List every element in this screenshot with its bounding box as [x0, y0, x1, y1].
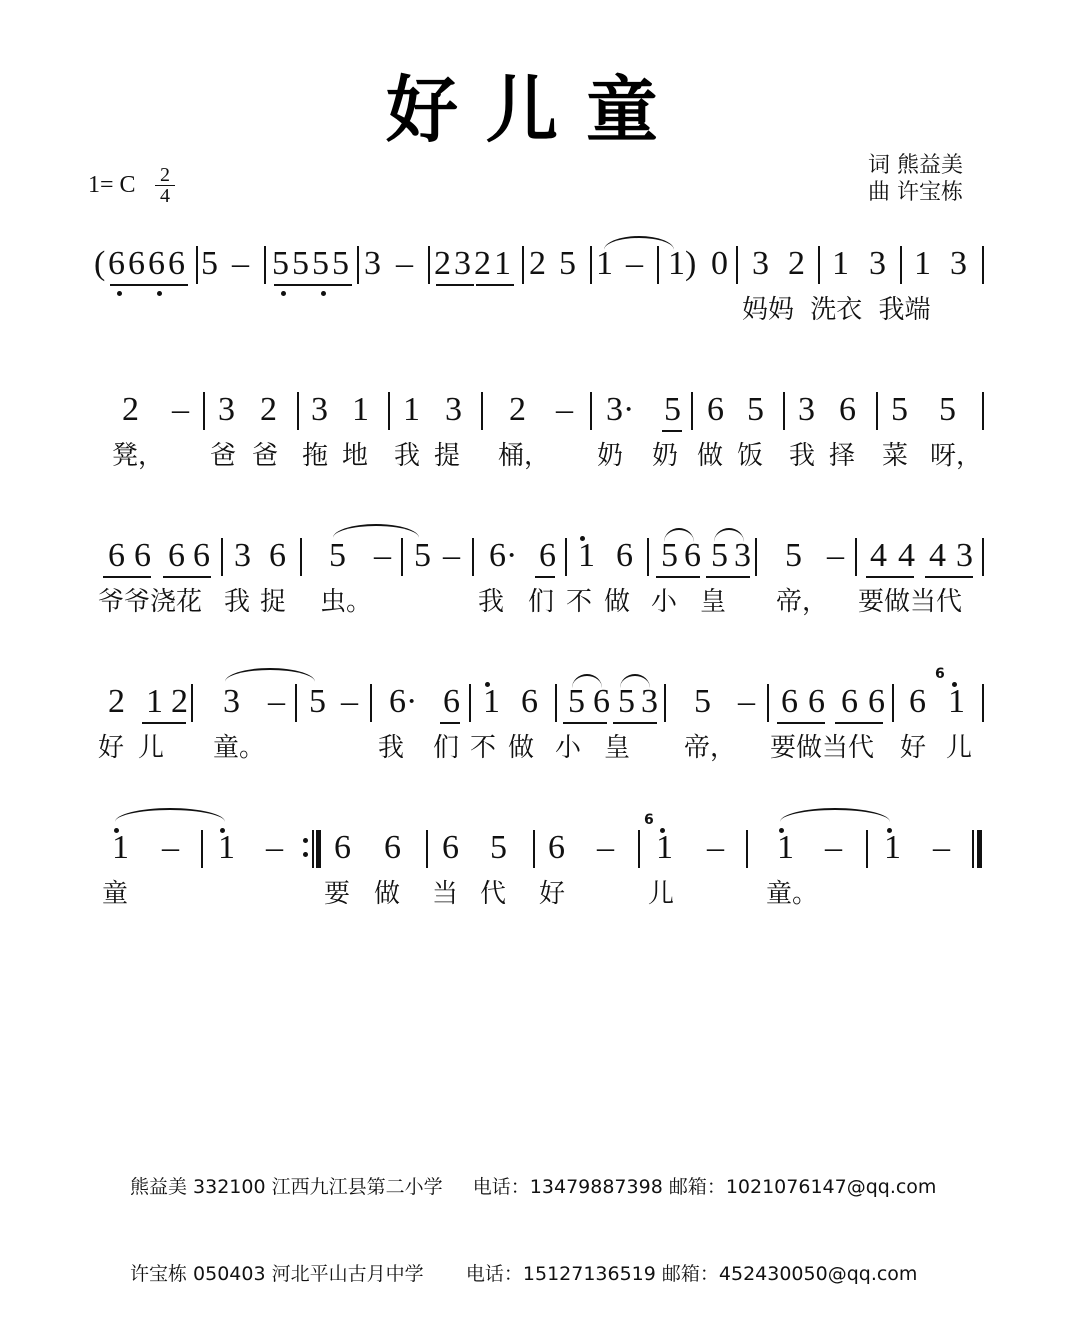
underline [103, 576, 151, 578]
barline [522, 246, 524, 284]
barline [264, 246, 266, 284]
song-title: 好儿童 [385, 68, 686, 152]
lyricist-credit: 词 熊益美 [868, 153, 963, 178]
score-row-3: 爷爷浇花 我 捉 虫。 我 们 不 做 小 皇 帝， 要做当代 6 6 6 6 3 6 5 – 5 – 6· 6 1 6 5 6 5 3 5 – 4 4 4 3 [0, 536, 1072, 646]
note: 5 [329, 537, 346, 574]
repeat-dot [303, 852, 308, 857]
barline [982, 246, 984, 284]
note: 6 [443, 683, 460, 720]
note: 3 [869, 245, 886, 282]
barline [401, 538, 403, 576]
note: – [827, 537, 844, 574]
note: 6· [489, 537, 518, 574]
barline [426, 830, 428, 868]
note: 6 [334, 829, 351, 866]
repeat-dot [303, 838, 308, 843]
note: 6 [839, 391, 856, 428]
note: 3 [641, 683, 658, 720]
note: 3 [454, 245, 471, 282]
key-signature: 1= C [88, 172, 136, 198]
barline [295, 684, 297, 722]
underline [835, 722, 883, 724]
note: 3 [218, 391, 235, 428]
barline [638, 830, 640, 868]
note: 6 [128, 245, 145, 282]
note: 1 [914, 245, 931, 282]
note: 1 [403, 391, 420, 428]
note: – [597, 829, 614, 866]
underline [662, 430, 682, 432]
note: 6 [108, 245, 125, 282]
barline [691, 392, 693, 430]
note: 2 [171, 683, 188, 720]
note: 3 [234, 537, 251, 574]
barline [892, 684, 894, 722]
note: 5 [414, 537, 431, 574]
note: – [825, 829, 842, 866]
score-row-5: 6 童 要 做 当 代 好 儿 童。 1 – 1 – 6 6 6 5 6 – 1 – 1 – 1 – [0, 828, 1072, 938]
barline [203, 392, 205, 430]
note: ( [94, 245, 106, 282]
note: – [933, 829, 950, 866]
note: – [556, 391, 573, 428]
underline [436, 284, 474, 286]
barline [300, 538, 302, 576]
note: 6 [269, 537, 286, 574]
note: 5 [711, 537, 728, 574]
barline [555, 684, 557, 722]
note: 2 [122, 391, 139, 428]
underline [656, 576, 700, 578]
note: 1 [596, 245, 613, 282]
note: 6 [781, 683, 798, 720]
note: 1 [578, 537, 595, 574]
note: 4 [898, 537, 915, 574]
note: 2 [434, 245, 451, 282]
barline [357, 246, 359, 284]
barline [866, 830, 868, 868]
note: 6 [108, 537, 125, 574]
note: 1 [352, 391, 369, 428]
note: – [341, 683, 358, 720]
note: 1 [832, 245, 849, 282]
note: 6 [148, 245, 165, 282]
note: 6 [684, 537, 701, 574]
footer-line-composer: 许宝栋 050403 河北平山古月中学 电话：15127136519 邮箱：452430050@qq.com [130, 1263, 918, 1285]
note: 5 [661, 537, 678, 574]
final-barline-thick [977, 830, 982, 868]
note: 6 [616, 537, 633, 574]
time-signature-bottom: 4 [160, 185, 170, 207]
note: – [626, 245, 643, 282]
underline [163, 576, 211, 578]
note: 5 [618, 683, 635, 720]
note: 1) [668, 245, 697, 282]
note: 1 [884, 829, 901, 866]
note: 5 [747, 391, 764, 428]
note: – [266, 829, 283, 866]
note: 2 [788, 245, 805, 282]
note: 1 [494, 245, 511, 282]
note: 2 [260, 391, 277, 428]
barline [533, 830, 535, 868]
contact-footer [130, 1115, 936, 1318]
note: 6 [168, 245, 185, 282]
note: 5 [694, 683, 711, 720]
barline [657, 246, 659, 284]
grace-note: 6 [644, 812, 654, 828]
note: 6 [168, 537, 185, 574]
note: 1 [483, 683, 500, 720]
note: 5 [785, 537, 802, 574]
underline [142, 722, 186, 724]
final-barline-thin [972, 830, 974, 868]
note: 2 [108, 683, 125, 720]
note: 1 [656, 829, 673, 866]
underline [613, 722, 657, 724]
low-octave-dot [281, 291, 286, 296]
underline [535, 576, 555, 578]
note: 5 [312, 245, 329, 282]
barline [783, 392, 785, 430]
low-octave-dot [157, 291, 162, 296]
note: 6 [521, 683, 538, 720]
barline [191, 684, 193, 722]
note: 4 [870, 537, 887, 574]
note: 3 [734, 537, 751, 574]
note: – [172, 391, 189, 428]
note: 1 [948, 683, 965, 720]
barline [755, 538, 757, 576]
underline [110, 284, 188, 286]
note: 6 [384, 829, 401, 866]
barline [982, 392, 984, 430]
note: 3 [798, 391, 815, 428]
footer-line-lyricist: 熊益美 332100 江西九江县第二小学 电话：13479887398 邮箱：1021076147@qq.com [130, 1176, 937, 1198]
note: 6 [909, 683, 926, 720]
note: 6 [593, 683, 610, 720]
underline [777, 722, 825, 724]
note: 0 [711, 245, 728, 282]
note: 6 [548, 829, 565, 866]
note: 6 [442, 829, 459, 866]
barline [855, 538, 857, 576]
barline [297, 392, 299, 430]
note: – [268, 683, 285, 720]
score-row-4: 6 好 儿 童。 我 们 不 做 小 皇 帝， 要做当代 好 儿 2 1 2 3 – 5 – 6· 6 1 6 5 6 5 3 5 – 6 6 6 6 6 1 [0, 682, 1072, 792]
score-row-1 [0, 244, 1072, 354]
time-signature [155, 166, 175, 205]
note: 5 [201, 245, 218, 282]
note: 5 [664, 391, 681, 428]
note: – [162, 829, 179, 866]
note: 2 [474, 245, 491, 282]
barline [428, 246, 430, 284]
note: – [443, 537, 460, 574]
note: 6· [389, 683, 418, 720]
note: 5 [332, 245, 349, 282]
underline [866, 576, 914, 578]
composer-credit: 曲 许宝栋 [868, 180, 963, 205]
note: 5 [559, 245, 576, 282]
note: 3 [223, 683, 240, 720]
tie-slur [780, 808, 890, 822]
note: 5 [939, 391, 956, 428]
barline [472, 538, 474, 576]
barline [590, 246, 592, 284]
underline [476, 284, 514, 286]
barline [221, 538, 223, 576]
note: 3· [606, 391, 635, 428]
repeat-barline-thin [312, 830, 314, 868]
note: 2 [509, 391, 526, 428]
note: 6 [868, 683, 885, 720]
note: 3 [956, 537, 973, 574]
barline [736, 246, 738, 284]
note: – [738, 683, 755, 720]
note: 1 [777, 829, 794, 866]
score-row-2: 凳， 爸 爸 拖 地 我 提 桶， 奶 奶 做 饭 我 择 菜 呀， 2 – 3 2 3 1 1 3 2 – 3· 5 6 5 3 6 5 5 [112, 391, 983, 471]
note: 1 [112, 829, 129, 866]
note: – [707, 829, 724, 866]
underline [706, 576, 750, 578]
note: 3 [950, 245, 967, 282]
note: – [232, 245, 249, 282]
barline [818, 246, 820, 284]
barline [201, 830, 203, 868]
tie-slur [115, 808, 225, 822]
note: 6 [707, 391, 724, 428]
note: 5 [891, 391, 908, 428]
note: 5 [309, 683, 326, 720]
low-octave-dot [321, 291, 326, 296]
barline [982, 538, 984, 576]
note: 3 [311, 391, 328, 428]
note: – [374, 537, 391, 574]
barline [196, 246, 198, 284]
barline [388, 392, 390, 430]
underline [274, 284, 352, 286]
barline [590, 392, 592, 430]
credits [868, 152, 963, 206]
note: 5 [490, 829, 507, 866]
barline [565, 538, 567, 576]
grace-note: 6 [935, 666, 945, 682]
barline [746, 830, 748, 868]
note: 6 [841, 683, 858, 720]
tie-slur [225, 668, 315, 682]
note: 3 [445, 391, 462, 428]
note: 1 [218, 829, 235, 866]
barline [900, 246, 902, 284]
note: 6 [193, 537, 210, 574]
note: 6 [808, 683, 825, 720]
note: 3 [364, 245, 381, 282]
note: – [396, 245, 413, 282]
repeat-barline-thick [316, 830, 321, 868]
barline [982, 684, 984, 722]
underline [563, 722, 607, 724]
note: 5 [292, 245, 309, 282]
barline [469, 684, 471, 722]
barline [767, 684, 769, 722]
barline [481, 392, 483, 430]
note: 5 [272, 245, 289, 282]
time-signature-top: 2 [160, 164, 170, 186]
note: 3 [752, 245, 769, 282]
underline [440, 722, 460, 724]
note: 2 [529, 245, 546, 282]
note: 6 [539, 537, 556, 574]
barline [370, 684, 372, 722]
low-octave-dot [117, 291, 122, 296]
note: 1 [146, 683, 163, 720]
barline [664, 684, 666, 722]
barline [876, 392, 878, 430]
lyrics-line-1: 妈妈 洗衣 我端 [742, 295, 931, 325]
barline [647, 538, 649, 576]
underline [925, 576, 973, 578]
note: 5 [568, 683, 585, 720]
note: 6 [134, 537, 151, 574]
note: 4 [929, 537, 946, 574]
